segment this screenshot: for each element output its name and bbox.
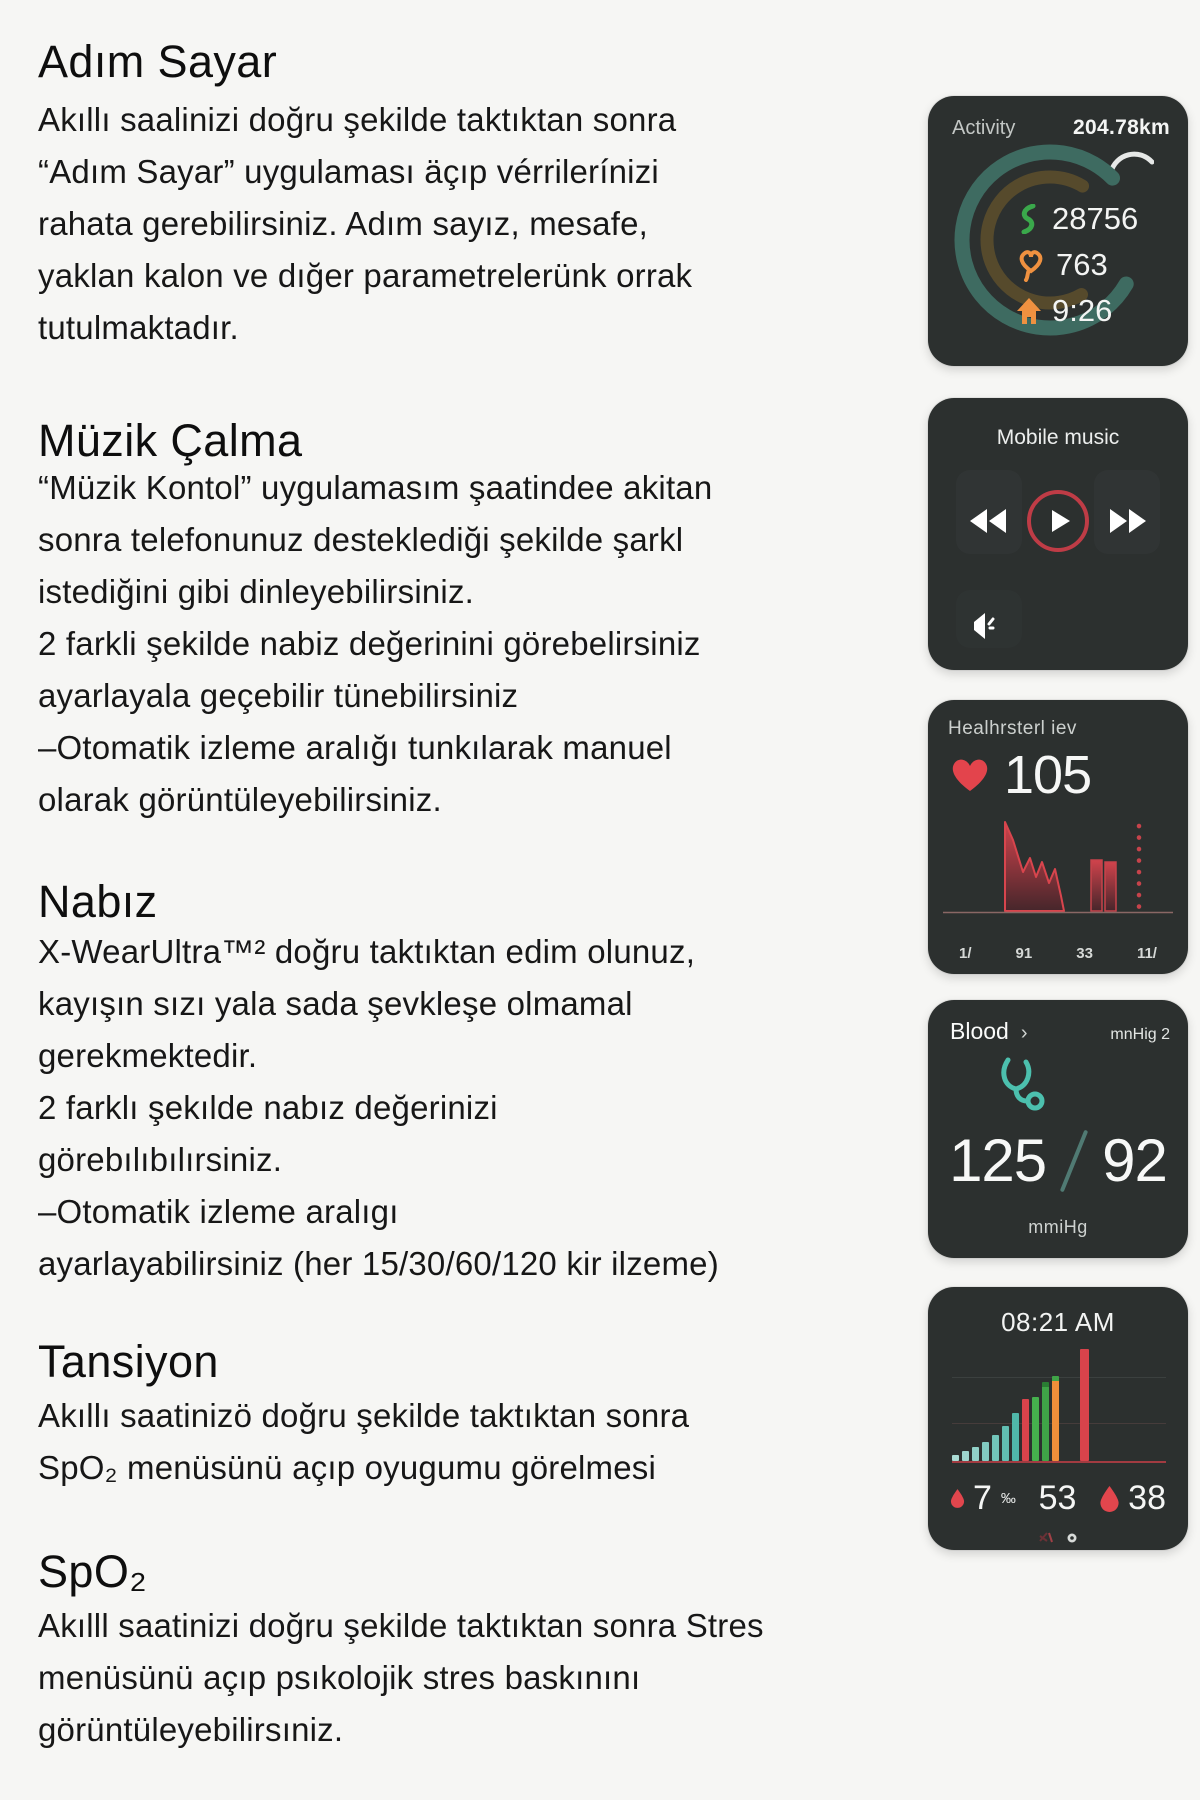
paragraph-line: Akıllı saatinizö doğru şekilde taktıktan sonra [38,1397,690,1434]
activity-header [928,96,1188,140]
paragraph-line: gerekmektedir. [38,1037,258,1074]
chart-bar [1012,1413,1019,1461]
chart-bar [1032,1397,1039,1461]
spo2-values-row [928,1479,1188,1518]
spo2-left-group [950,1479,1016,1518]
paragraph-spo2 [38,1600,898,1756]
activity-calories-row [1016,242,1138,288]
home-arrow-icon [1016,297,1042,325]
clock-title: 08:21 AM [1001,1307,1115,1337]
spo2-left-value: 7 [973,1479,992,1517]
heading-muzik-calma: Müzik Çalma [38,415,303,466]
paragraph-line: X-WearUltra™² doğru taktıktan edim olunuz, [38,933,696,970]
chart-bar [1052,1376,1059,1461]
blood-pressure-header [928,1000,1188,1045]
spo2-right-value: 38 [1128,1479,1166,1517]
paragraph-adim-sayar [38,94,898,354]
watch-screen-spo2 [928,1287,1188,1550]
chart-bar [1022,1399,1029,1461]
chart-bar [1042,1382,1049,1461]
activity-time-row [1016,288,1138,334]
paragraph-line: kayışın sızı yala sada şevkleşe olmamal [38,985,633,1022]
spo2-bar-chart [952,1347,1166,1463]
bpm-value: 105 [1004,745,1092,805]
axis-tick: 91 [1015,945,1033,962]
paragraph-line: görebılıbılırsiniz. [38,1141,283,1178]
steps-icon [1016,204,1042,234]
heart-rate-title: Healhrsterl iev [948,718,1077,739]
watch-screen-heart-rate [928,700,1188,974]
paragraph-line: SpO₂ menüsünü açıp oyugumu görelmesi [38,1449,657,1486]
heading-nabiz: Nabız [38,876,158,927]
section-muzik-calma [38,415,898,467]
stethoscope-icon [998,1056,1054,1112]
time-value: 9:26 [1052,293,1113,328]
blood-drop-icon [1099,1486,1120,1512]
paragraph-line: –Otomatik izleme aralıgı [38,1193,399,1230]
paragraph-tansiyon [38,1390,898,1494]
paragraph-line: Akılll saatinizi doğru şekilde taktıktan sonra Stres [38,1607,764,1644]
rewind-icon [968,508,1008,534]
paragraph-line: istediğini gibi dinleyebilirsiniz. [38,573,475,610]
heading-spo2: SpO₂ [38,1546,148,1597]
blood-pressure-reading [928,1126,1188,1195]
systolic-value: 125 [949,1127,1047,1194]
chart-bar [1002,1426,1009,1461]
play-icon [1052,510,1070,532]
activity-stats [1016,196,1138,334]
chart-bar [952,1455,959,1461]
paragraph-line: menüsünü açıp psıkolojik stres baskınını [38,1659,641,1696]
mini-badge-icon [1038,1531,1054,1544]
paragraph-line: sonra telefonunuz desteklediği şekilde şarkl [38,521,684,558]
watch-screen-blood-pressure [928,1000,1188,1258]
chart-bar [982,1442,989,1461]
chevron-right-icon: › [1020,1022,1028,1044]
calories-value: 763 [1056,247,1108,282]
axis-tick: 11/ [1136,945,1157,962]
heading-adim-sayar: Adım Sayar [38,36,278,87]
section-spo2 [38,1546,898,1598]
heart-rate-chart [943,816,1173,914]
music-title: Mobile music [996,426,1120,449]
section-adim-sayar [38,36,898,88]
mini-icon-row [928,1531,1188,1544]
paragraph-line: olarak görüntüleyebilirsiniz. [38,781,442,818]
paragraph-line: Akıllı saalinizi doğru şekilde taktıktan sonra [38,101,677,138]
heart-rate-reading [950,744,1091,806]
paragraph-line: görüntüleyebilirsıniz. [38,1711,344,1748]
paragraph-line: “Adım Sayar” uygulaması äçıp vérrilerínizi [38,153,659,190]
paragraph-line: “Müzik Kontol” uygulamasım şaatindee akitan [38,469,713,506]
spo2-center-value: 53 [1038,1479,1077,1517]
activity-steps-row [1016,196,1138,242]
blood-pressure-unit-bottom: mmiHg [1028,1217,1088,1237]
spo2-right-group [1099,1479,1166,1518]
activity-title: Activity [952,117,1016,139]
blood-pressure-unit-top: mnHig 2 [1110,1026,1170,1043]
chart-bar [962,1451,969,1461]
heading-tansiyon: Tansiyon [38,1336,219,1387]
volume-icon [968,612,998,640]
music-controls [928,490,1188,552]
slash-divider [1060,1129,1088,1192]
watch-screen-activity [928,96,1188,366]
blood-label: Blood [950,1018,1009,1044]
paragraph-line: –Otomatik izleme aralığı tunkılarak manuel [38,729,672,766]
chart-bar [972,1447,979,1461]
paragraph-line: yaklan kalon ve dığer parametrelerünk orrak [38,257,693,294]
paragraph-nabiz [38,926,898,1290]
diastolic-value: 92 [1102,1127,1167,1194]
paragraph-line: 2 farklı şekılde nabız değerinizi [38,1089,498,1126]
axis-tick: 33 [1076,945,1093,962]
activity-distance: 204.78km [1073,116,1170,139]
play-button [1027,490,1089,552]
paragraph-line: 2 farkli şekilde nabiz değerinini görebelirsiniz [38,625,701,662]
chart-bar [992,1435,999,1461]
fast-forward-icon [1108,508,1148,534]
heart-icon [950,757,990,793]
paragraph-line: rahata gerebilirsiniz. Adım sayız, mesafe, [38,205,648,242]
blood-drop-icon [950,1489,965,1508]
paragraph-muzik-calma [38,462,898,826]
paragraph-line: ayarlayabilirsiniz (her 15/30/60/120 kir ilzeme) [38,1245,719,1282]
axis-tick: 1/ [959,945,972,962]
calorie-heart-icon [1016,248,1046,282]
blood-label-group [950,1018,1028,1045]
mini-dot-icon [1066,1532,1078,1544]
heart-rate-axis [943,945,1173,962]
spo2-left-unit: ‰ [1000,1490,1016,1507]
section-nabiz [38,876,898,928]
paragraph-line: tutulmaktadır. [38,309,239,346]
steps-value: 28756 [1052,201,1139,236]
paragraph-line: ayarlayala geçebilir tünebilirsiniz [38,677,519,714]
watch-screen-music [928,398,1188,670]
chart-bar [1080,1349,1089,1461]
section-tansiyon [38,1336,898,1388]
